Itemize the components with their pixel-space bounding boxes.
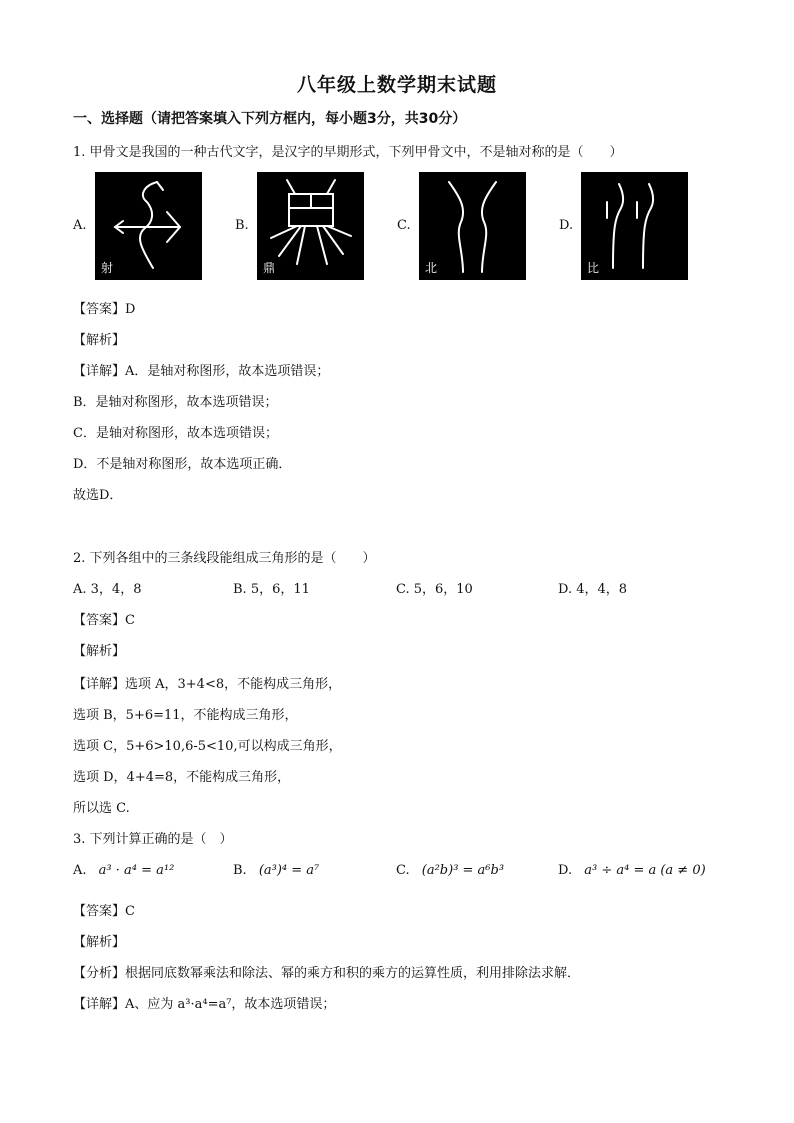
oracle-glyph-ding-image — [257, 172, 364, 280]
q2-option-b: B. 5，6，11 — [233, 582, 310, 597]
q1-options — [73, 172, 733, 282]
q1-option-d-letter: D. — [559, 218, 574, 233]
q2-detail-line: 选项 D，4+4=8，不能构成三角形， — [73, 770, 291, 785]
q3-option-b-letter: B. — [233, 863, 247, 878]
q2-option-d: D. 4，4，8 — [558, 582, 628, 597]
oracle-glyph-she-image — [95, 172, 202, 280]
q3-option-b — [233, 863, 319, 878]
q1-option-a-caption: 射 — [101, 261, 114, 275]
q2-answer: 【答案】C — [73, 613, 135, 628]
q1-answer: 【答案】D — [73, 302, 136, 317]
q2-option-c: C. 5，6，10 — [396, 582, 473, 597]
q1-option-b-letter: B. — [235, 218, 249, 233]
section-heading: 一、选择题（请把答案填入下列方框内，每小题3分，共30分） — [73, 111, 467, 127]
q2-detail-line: 选项 C，5+6>10,6-5<10,可以构成三角形， — [73, 739, 342, 754]
q1-detail-line: 【详解】A．是轴对称图形，故本选项错误； — [73, 364, 330, 379]
q1-option-c-caption: 北 — [425, 261, 438, 275]
q1-option-c-letter: C. — [397, 218, 411, 233]
q3-option-a-letter: A. — [73, 863, 87, 878]
oracle-glyph-bei-image — [419, 172, 526, 280]
q3-option-c-expr: (a²b)³ = a⁶b³ — [421, 863, 505, 878]
q1-option-d-caption: 比 — [587, 261, 600, 275]
q1-detail-line: C．是轴对称图形，故本选项错误； — [73, 426, 278, 441]
q3-detail: 【详解】A、应为 a³·a⁴=a⁷，故本选项错误； — [73, 997, 336, 1012]
q3-option-c — [396, 863, 504, 878]
q1-option-b-caption: 鼎 — [263, 261, 276, 275]
q3-option-d-expr: a³ ÷ a⁴ = a (a ≠ 0) — [584, 863, 706, 878]
q3-stem: 3. 下列计算正确的是（ ） — [73, 832, 233, 847]
q2-detail-line: 【详解】选项 A，3+4<8，不能构成三角形， — [73, 677, 342, 692]
q2-detail-line: 所以选 C. — [73, 801, 130, 816]
q1-detail-line: 故选D． — [73, 488, 123, 503]
page-title: 八年级上数学期末试题 — [296, 74, 497, 96]
q3-option-a — [73, 863, 174, 878]
q3-option-b-expr: (a³)⁴ = a⁷ — [258, 863, 320, 878]
oracle-glyph-bi-image — [581, 172, 688, 280]
q1-analysis: 【解析】 — [73, 333, 126, 348]
q1-detail-line: D．不是轴对称图形，故本选项正确． — [73, 457, 292, 472]
q2-stem: 2. 下列各组中的三条线段能组成三角形的是（ ） — [73, 551, 376, 566]
q3-fenxi: 【分析】根据同底数幂乘法和除法、幂的乘方和积的乘方的运算性质，利用排除法求解． — [73, 966, 581, 981]
q1-option-a-letter: A. — [73, 218, 87, 233]
q2-detail-line: 选项 B，5+6=11，不能构成三角形， — [73, 708, 298, 723]
q3-option-d-letter: D. — [558, 863, 573, 878]
q1-stem: 1. 甲骨文是我国的一种古代文字，是汉字的早期形式，下列甲骨文中，不是轴对称的是（ ） — [73, 145, 623, 160]
q2-option-a: A. 3，4，8 — [73, 582, 142, 597]
q2-analysis: 【解析】 — [73, 644, 126, 659]
q3-option-c-letter: C. — [396, 863, 410, 878]
q3-option-a-expr: a³ · a⁴ = a¹² — [98, 863, 175, 878]
q3-answer: 【答案】C — [73, 904, 135, 919]
q3-option-d — [558, 863, 706, 878]
q3-analysis: 【解析】 — [73, 935, 126, 950]
q1-detail-line: B．是轴对称图形，故本选项错误； — [73, 395, 278, 410]
